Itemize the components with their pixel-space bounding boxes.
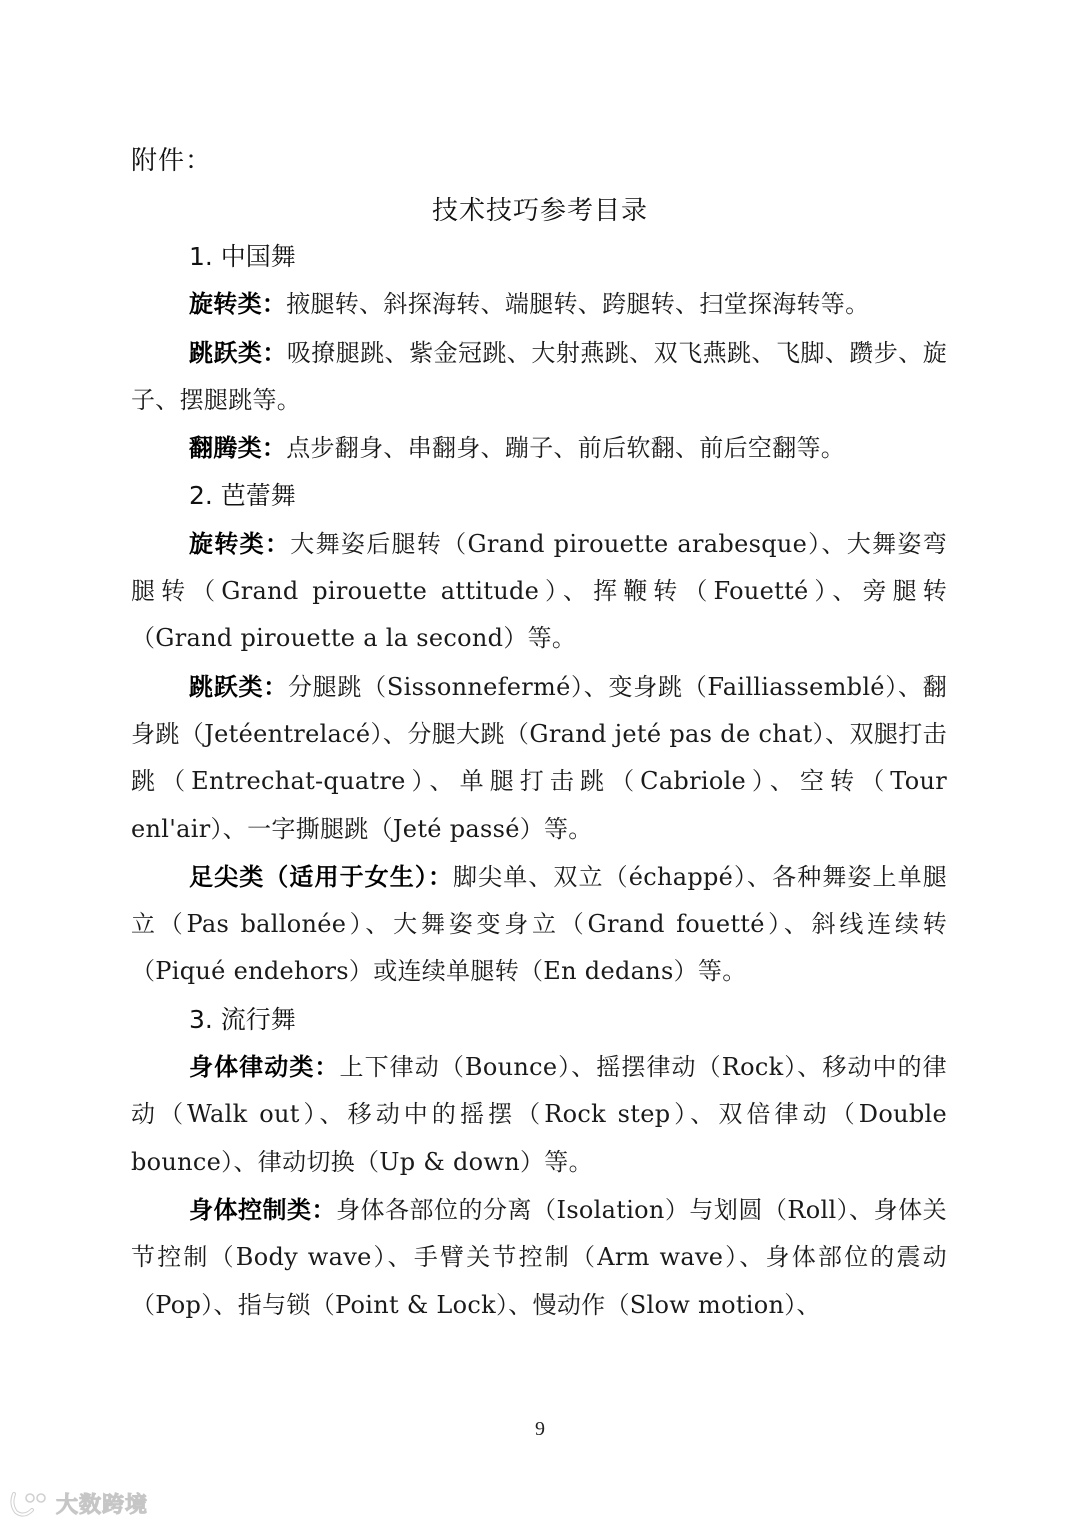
category-label: 旋转类： [189,528,291,558]
watermark [8,1488,148,1519]
category-label: 跳跃类： [189,671,288,701]
category-label: 身体律动类： [189,1052,340,1082]
watermark-text: 大数跨境 [56,1493,149,1518]
paragraph-ballet-spins [131,520,947,663]
category-text: 身体各部位的分离（Isolation）与划圆（Roll）、身体关节控制（Body wave）、手臂关节控制（Arm wave）、身体部位的震动（Pop）、指与锁（Point & Lock）、慢动作（Slow motion）、 [131,1195,947,1319]
section-heading-street-dance: 3. 流行舞 [189,1004,296,1034]
page-number: 9 [535,1418,545,1440]
category-text: 分腿跳（Sissonnefermé）、变身跳（Failliassemblé）、翻身跳（Jetéentrelacé）、分腿大跳（Grand jeté pas de chat）、双腿打击跳（Entrechat-quatre）、单腿打击跳（Cabriole）、空转（Tour enl'air）、一字撕腿跳（Jeté passé）等。 [131,672,948,843]
category-label: 跳跃类： [189,337,287,367]
category-text: 吸撩腿跳、紫金冠跳、大射燕跳、双飞燕跳、飞脚、躜步、旋子、摆腿跳等。 [131,338,947,414]
category-text: 上下律动（Bounce）、摇摆律动（Rock）、移动中的律动（Walk out）、移动中的摇摆（Rock step）、双倍律动（Double bounce）、律动切换（Up & down）等。 [131,1053,947,1176]
category-text: 大舞姿后腿转（Grand pirouette arabesque）、大舞姿弯腿转（Grand pirouette attitude）、挥鞭转（Fouetté）、旁腿转（Grand pirouette a la second）等。 [131,529,948,653]
category-label: 身体控制类： [189,1194,337,1224]
category-label: 旋转类： [189,289,287,319]
document-body [131,233,947,1329]
paragraph-ballet-pointe [131,853,947,996]
paragraph-street-control [131,1186,947,1329]
category-label: 足尖类（适用于女生）： [189,861,454,891]
paragraph-chinese-spins [131,280,947,328]
category-text: 点步翻身、串翻身、蹦子、前后软翻、前后空翻等。 [286,434,846,463]
attachment-label: 附件： [131,146,213,176]
paragraph-chinese-tumbling [131,424,947,472]
category-text: 脚尖单、双立（échappé）、各种舞姿上单腿立（Pas ballonée）、大舞姿变身立（Grand fouetté）、斜线连续转（Piqué endehors）或连续单腿转（En dedans）等。 [131,862,947,986]
paragraph-street-groove [131,1043,947,1186]
paragraph-chinese-jumps [131,329,947,425]
category-text: 掖腿转、斜探海转、端腿转、跨腿转、扫堂探海转等。 [286,290,870,319]
document-title: 技术技巧参考目录 [431,196,648,226]
category-label: 翻腾类： [189,433,287,463]
section-heading-chinese-dance: 1. 中国舞 [189,242,296,271]
section-heading-ballet: 2. 芭蕾舞 [189,481,296,511]
paragraph-ballet-jumps [131,663,947,853]
brand-logo-icon [8,1490,50,1518]
